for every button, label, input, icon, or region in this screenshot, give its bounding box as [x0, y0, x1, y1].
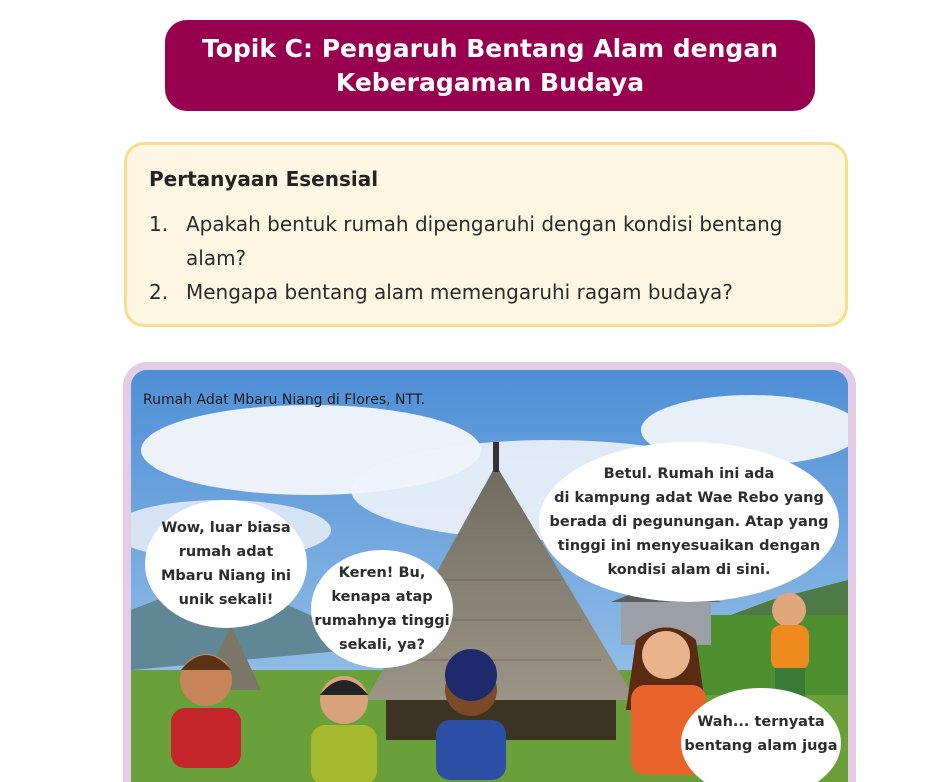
question-text-line: alam? — [186, 246, 247, 270]
question-number: 1. — [149, 212, 169, 236]
photo-caption: Rumah Adat Mbaru Niang di Flores, NTT. — [143, 392, 426, 408]
question-text-line: Apakah bentuk rumah dipengaruhi dengan kondisi bentang — [186, 212, 783, 236]
essential-questions-title: Pertanyaan Esensial — [149, 167, 379, 191]
bubble-line: di kampung adat Wae Rebo yang — [554, 490, 824, 506]
question-number: 2. — [149, 280, 169, 304]
bubble-line: Betul. Rumah ini ada — [603, 466, 775, 482]
question-text: Mengapa bentang alam memengaruhi ragam budaya? — [186, 280, 733, 304]
bubble-line: Mbaru Niang ini — [160, 568, 292, 584]
speech-bubble-teacher — [539, 442, 839, 602]
child-character-right — [771, 593, 809, 698]
essential-questions-box — [124, 142, 848, 327]
speech-bubble-girl — [311, 550, 453, 668]
question-text — [186, 207, 839, 275]
topic-title-line1: Topik C: Pengaruh Bentang Alam dengan — [201, 33, 778, 63]
bubble-line: Wah... ternyata — [697, 714, 825, 730]
bubble-line: Wow, luar biasa — [161, 520, 291, 536]
bubble-line: unik sekali! — [178, 592, 274, 608]
bubble-line: Keren! Bu, — [338, 565, 426, 581]
topic-banner — [165, 20, 815, 111]
speech-bubble-boy — [145, 500, 307, 628]
bubble-line: berada di pegunungan. Atap yang — [549, 514, 829, 530]
bubble-line: sekali, ya? — [338, 637, 426, 653]
essential-questions-list — [149, 207, 839, 309]
bubble-line: bentang alam juga — [684, 738, 838, 754]
bubble-line: rumahnya tinggi — [314, 613, 450, 629]
bubble-line: kenapa atap — [331, 589, 433, 605]
illustration-photo — [123, 362, 856, 782]
bubble-line: rumah adat — [178, 544, 274, 560]
topic-title-line2: Keberagaman Budaya — [335, 67, 645, 97]
bubble-line: kondisi alam di sini. — [607, 562, 771, 578]
bubble-line: tinggi ini menyesuaikan dengan — [557, 538, 821, 554]
question-item-2 — [149, 275, 839, 309]
question-item-1 — [149, 207, 839, 275]
